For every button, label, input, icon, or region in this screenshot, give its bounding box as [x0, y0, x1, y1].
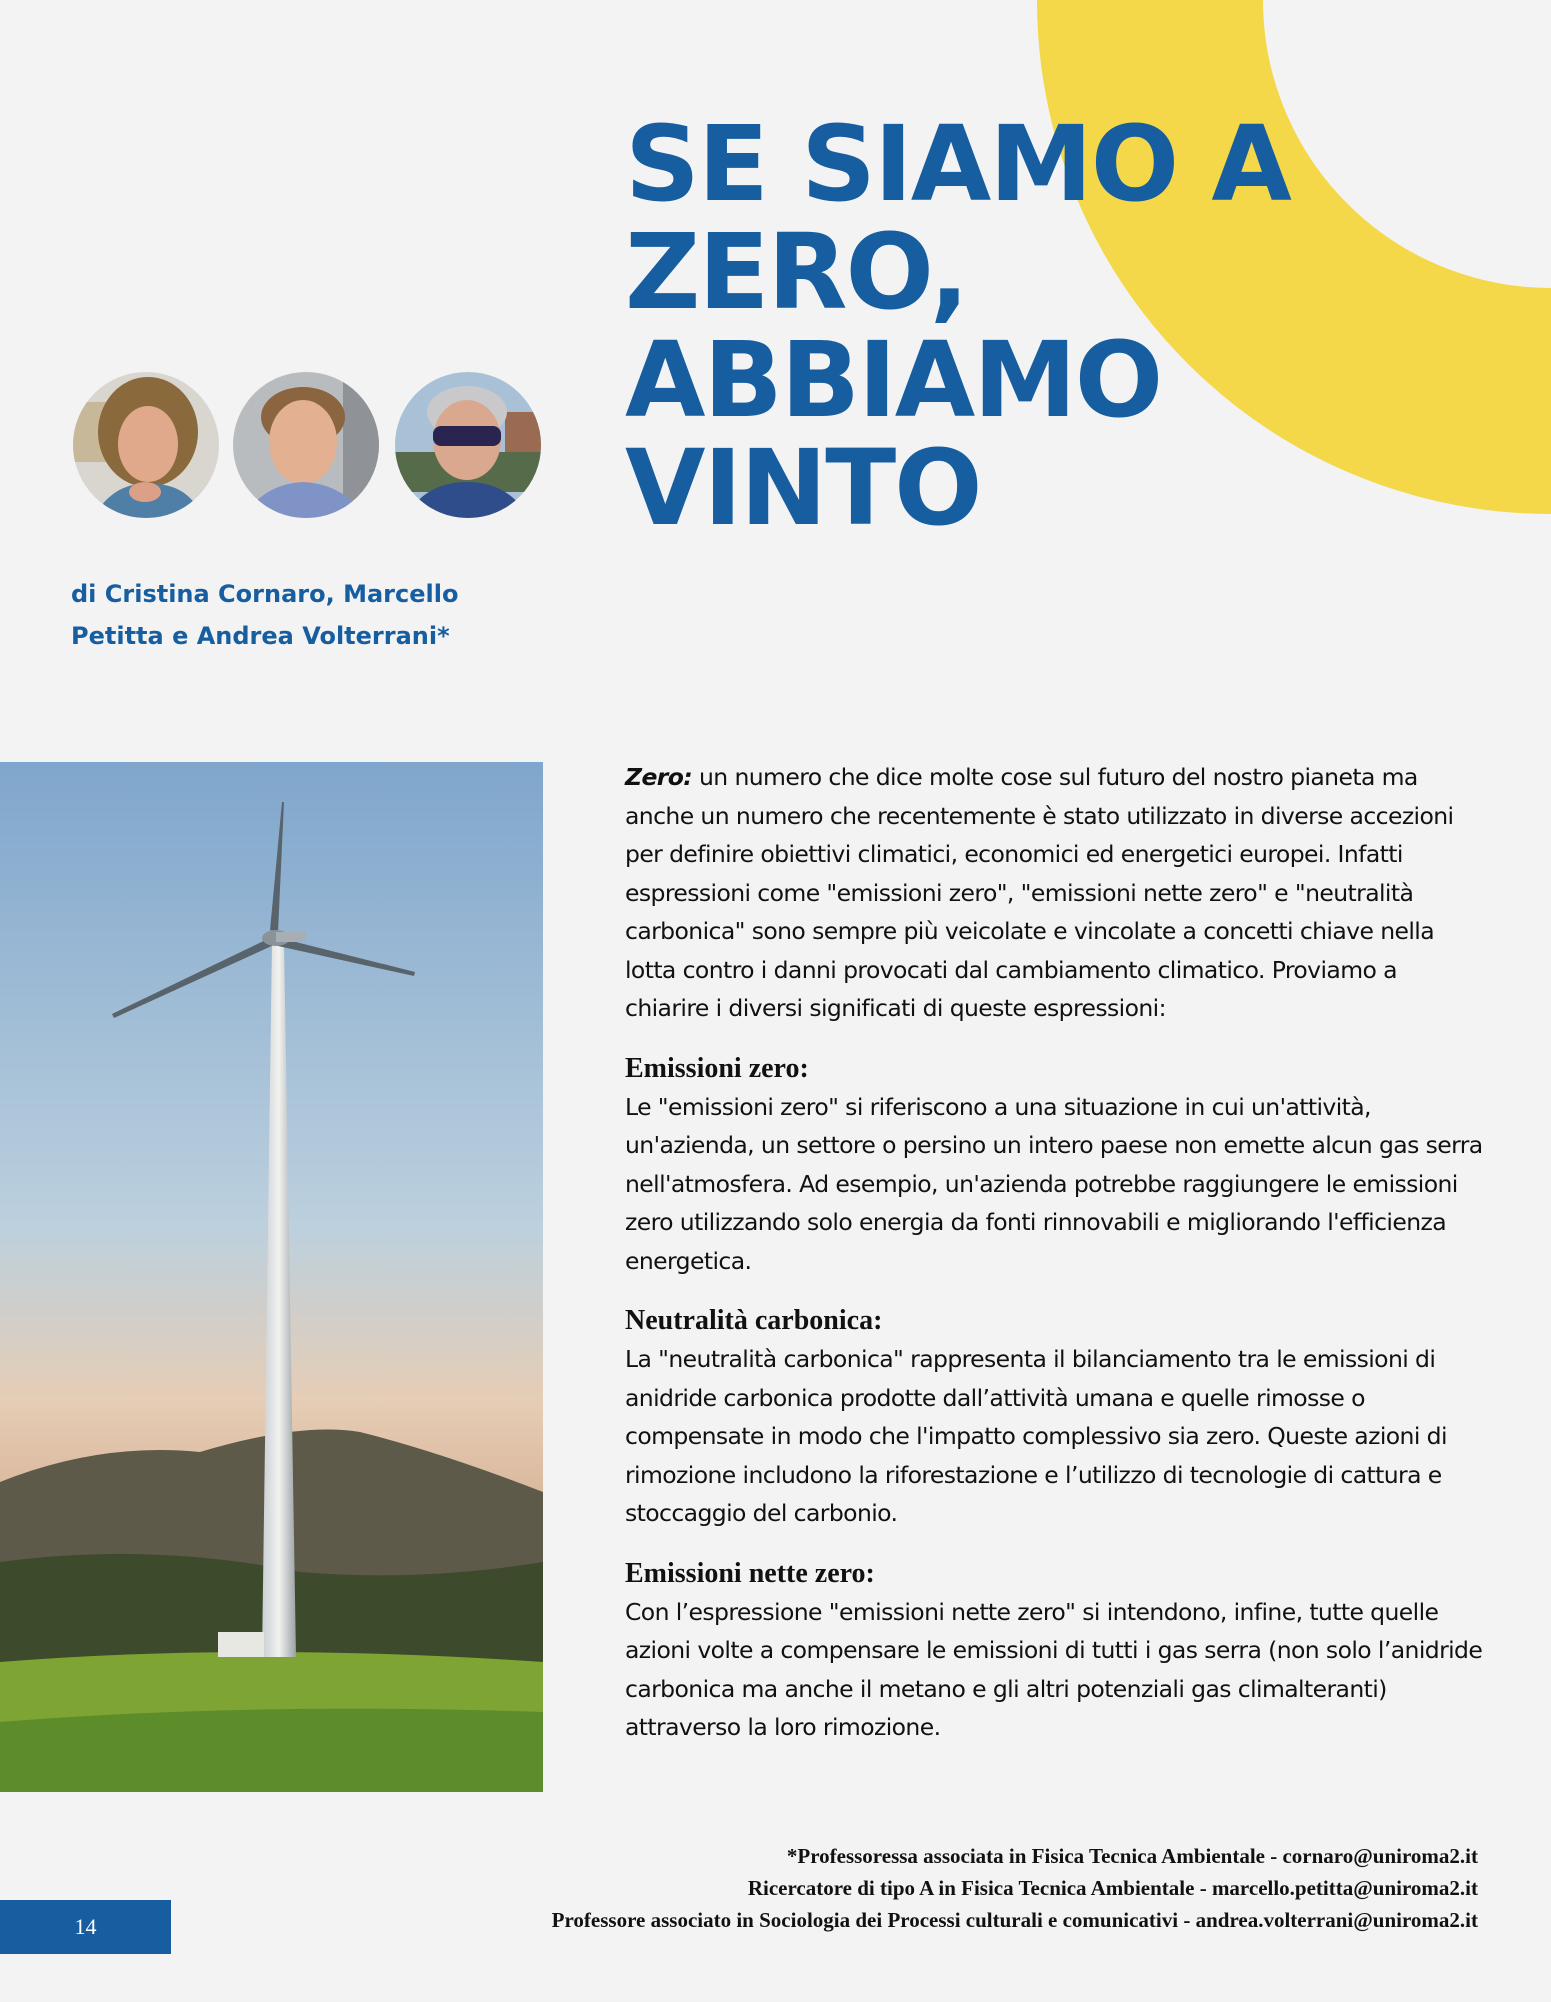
page-title: [625, 103, 1290, 549]
title-line: ABBIAMO: [625, 319, 1162, 441]
page-number: 14: [0, 1900, 171, 1954]
wind-turbine-photo-icon: [0, 762, 543, 1792]
footnote: Professore associato in Sociologia dei Processi culturali e comunicativi - andrea.volterrani@uniroma2.it: [551, 1908, 1478, 1932]
author-footnotes: [552, 1840, 1478, 1936]
intro-text: un numero che dice molte cose sul futuro del nostro pianeta ma anche un numero che recentemente è stato utilizzato in diverse accezioni per definire obiettivi climatici, economici ed energetici europei. Infatti espressioni come "emissioni zero", "emissioni nette zero" e "neutralità carbonica" sono sempre più veicolate e vincolate a concetti chiave nella lotta contro i danni provocati dal cambiamento climatico. Proviamo a chiarire i diversi significati di queste espressioni:: [625, 763, 1454, 1022]
section-text: Le "emissioni zero" si riferiscono a una situazione in cui un'attività, un'azienda, un settore o persino un intero paese non emette alcun gas serra nell'atmosfera. Ad esempio, un'azienda potrebbe raggiungere le emissioni zero utilizzando solo energia da fonti rinnovabili e migliorando l'efficienza energetica.: [625, 1092, 1483, 1275]
avatar-cornaro-icon: [73, 372, 219, 518]
title-line: SE SIAMO A: [625, 103, 1290, 225]
intro-lead: Zero:: [625, 763, 693, 791]
section-heading: Emissioni zero:: [625, 1052, 809, 1084]
author-byline: di Cristina Cornaro, Marcello Petitta e Andrea Volterrani*: [71, 580, 459, 650]
title-line: VINTO: [625, 427, 981, 549]
section-heading: Emissioni nette zero:: [625, 1557, 875, 1589]
footnote: *Professoressa associata in Fisica Tecnica Ambientale - cornaro@uniroma2.it: [786, 1844, 1478, 1868]
section-text: La "neutralità carbonica" rappresenta il bilanciamento tra le emissioni di anidride carbonica prodotte dall’attività umana e quelle rimosse o compensate in modo che l'impatto complessivo sia zero. Queste azioni di rimozione includono la riforestazione e l’utilizzo di tecnologie di cattura e stoccaggio del carbonio.: [625, 1345, 1447, 1527]
section-heading: Neutralità carbonica:: [625, 1305, 883, 1336]
article-body: [625, 758, 1485, 1747]
title-line: ZERO,: [625, 211, 968, 333]
avatar-volterrani-icon: [395, 372, 541, 518]
section-text: Con l’espressione "emissioni nette zero" si intendono, infine, tutte quelle azioni volte a compensare le emissioni di tutti i gas serra (non solo l’anidride carbonica ma anche il metano e gli altri potenziali gas climalteranti) attraverso la loro rimozione.: [625, 1597, 1483, 1741]
avatar-petitta-icon: [233, 372, 379, 518]
intro-paragraph: [625, 758, 1485, 1028]
footnote: Ricercatore di tipo A in Fisica Tecnica Ambientale - marcello.petitta@uniroma2.it: [747, 1876, 1478, 1900]
